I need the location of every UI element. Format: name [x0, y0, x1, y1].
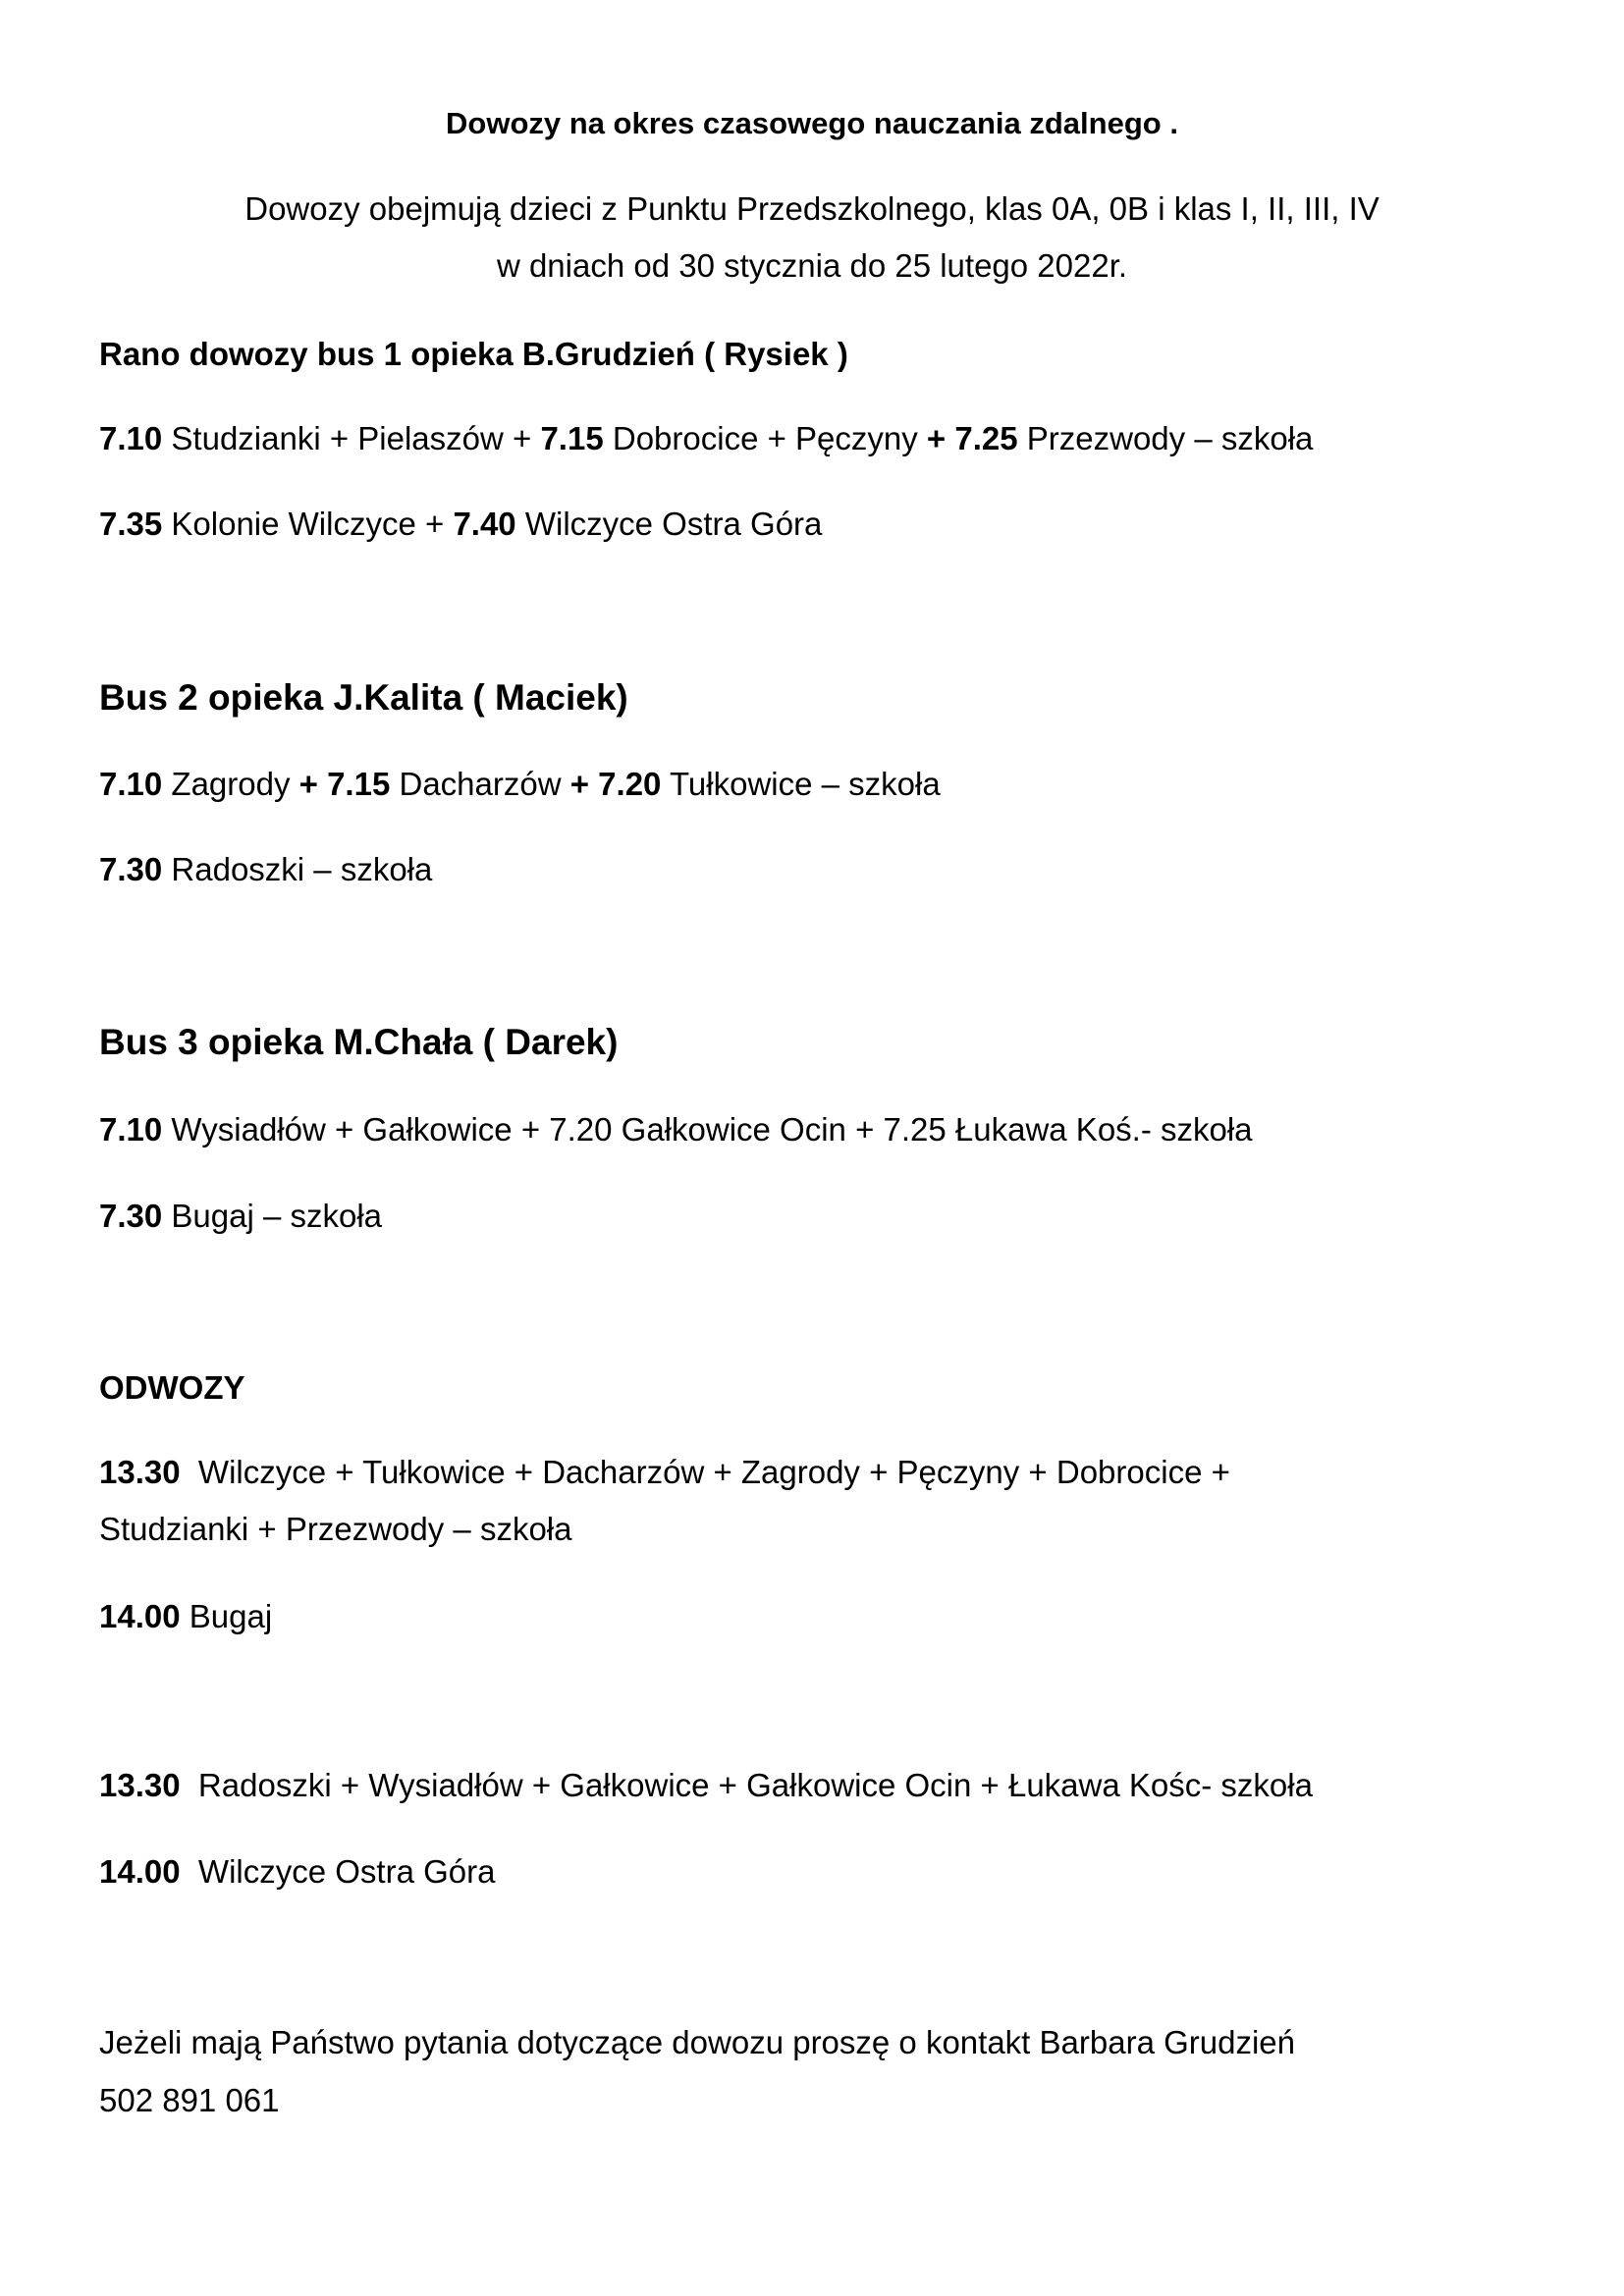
time: 7.30 — [99, 851, 163, 887]
subtitle-line-2: w dniach od 30 stycznia do 25 lutego 2022r. — [496, 247, 1128, 284]
bus3-route-1 — [99, 1111, 1545, 1148]
page-title: Dowozy na okres czasowego nauczania zdalnego . — [446, 106, 1178, 140]
stops: Zagrody — [171, 766, 291, 802]
bus2-route-2 — [99, 851, 1545, 888]
time: + 7.25 — [926, 420, 1018, 456]
bus1-route-1 — [99, 420, 1545, 457]
time: 7.40 — [453, 506, 516, 542]
bus3-heading: Bus 3 opieka M.Chała ( Darek) — [99, 1022, 619, 1062]
time: 13.30 — [99, 1454, 181, 1490]
bus1-heading: Rano dowozy bus 1 opieka B.Grudzień ( Rysiek ) — [99, 336, 848, 372]
stops: Radoszki – szkoła — [171, 851, 433, 887]
time: 7.15 — [540, 420, 604, 456]
time: 7.10 — [99, 420, 163, 456]
bus2-heading: Bus 2 opieka J.Kalita ( Maciek) — [99, 677, 628, 718]
time: 7.10 — [99, 766, 163, 802]
time: 14.00 — [99, 1598, 181, 1634]
odwozy-route-1-cont: Studzianki + Przezwody – szkoła — [99, 1511, 572, 1547]
stops: Przezwody – szkoła — [1026, 420, 1314, 456]
odwozy-route-1 — [99, 1454, 1545, 1491]
contact-phone: 502 891 061 — [99, 2082, 280, 2118]
stops: Kolonie Wilczyce + — [171, 506, 445, 542]
stops: Wilczyce Ostra Góra — [524, 506, 823, 542]
time: 7.10 — [99, 1111, 163, 1148]
contact-text: Jeżeli mają Państwo pytania dotyczące dowozu proszę o kontakt Barbara Grudzień — [99, 2024, 1295, 2060]
stops: Dobrocice + Pęczyny — [612, 420, 918, 456]
subtitle-line-1: Dowozy obejmują dzieci z Punktu Przedszkolnego, klas 0A, 0B i klas I, II, III, IV — [244, 190, 1380, 227]
odwozy-route-3 — [99, 1767, 1545, 1804]
odwozy-route-4 — [99, 1853, 1545, 1891]
stops: Radoszki + Wysiadłów + Gałkowice + Gałkowice Ocin + Łukawa Kośc- szkoła — [189, 1767, 1313, 1803]
time: 14.00 — [99, 1853, 181, 1890]
stops: Wilczyce Ostra Góra — [189, 1853, 496, 1890]
time: + 7.15 — [298, 766, 391, 802]
stops: Bugaj — [189, 1598, 273, 1634]
bus2-route-1 — [99, 766, 1545, 803]
time: 7.30 — [99, 1198, 163, 1234]
odwozy-route-2 — [99, 1598, 1545, 1635]
time: + 7.20 — [569, 766, 662, 802]
bus1-route-2 — [99, 506, 1545, 543]
stops: Bugaj – szkoła — [171, 1198, 383, 1234]
stops: Wysiadłów + Gałkowice + 7.20 Gałkowice Ocin + 7.25 Łukawa Koś.- szkoła — [171, 1111, 1253, 1148]
bus3-route-2 — [99, 1198, 1545, 1235]
time: 13.30 — [99, 1767, 181, 1803]
time: 7.35 — [99, 506, 163, 542]
stops: Tułkowice – szkoła — [669, 766, 941, 802]
stops: Wilczyce + Tułkowice + Dacharzów + Zagrody + Pęczyny + Dobrocice + — [189, 1454, 1230, 1490]
stops: Studzianki + Pielaszów + — [171, 420, 532, 456]
odwozy-heading: ODWOZY — [99, 1369, 245, 1406]
stops: Dacharzów — [399, 766, 562, 802]
